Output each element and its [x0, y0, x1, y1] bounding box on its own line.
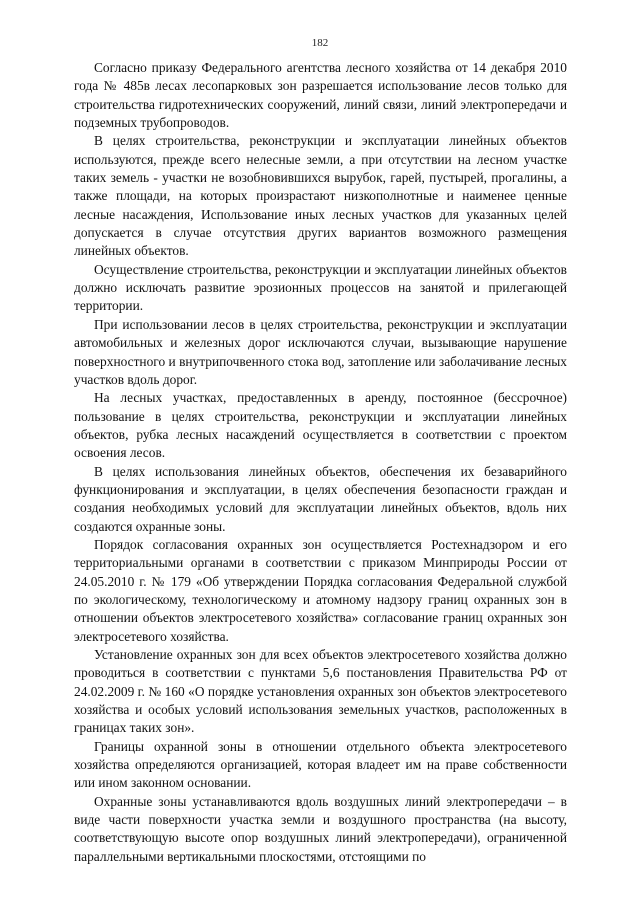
paragraph: Установление охранных зон для всех объектов электросетевого хозяйства должно проводиться в соответствии с пунктами 5,6 постановления Правительства РФ от 24.02.2009 г. № 160 «О порядке установления охранных зон объектов электросетевого хозяйства и особых условий использования земельных участков, расположенных в границах таких зон». [74, 647, 567, 736]
body-text [74, 59, 567, 866]
paragraph: Согласно приказу Федерального агентства лесного хозяйства от 14 декабря 2010 года № 485в лесах лесопарковых зон разрешается использование лесов только для строительства гидротехнических сооружений, линий связи, линий электропередачи и подземных трубопроводов. [74, 60, 567, 131]
paragraph: В целях строительства, реконструкции и эксплуатации линейных объектов используются, прежде всего нелесные земли, а при отсутствии на лесном участке таких земель - участки не возобновившихся вырубок, гарей, пустырей, прогалины, а также площади, на которых произрастают низкополнотные и наименее ценные лесные насаждения, Использование иных лесных участков для указанных целей допускается в случае отсутствия других вариантов возможного размещения линейных объектов. [74, 133, 567, 259]
paragraph: При использовании лесов в целях строительства, реконструкции и эксплуатации автомобильных и железных дорог исключаются случаи, вызывающие нарушение поверхностного и внутрипочвенного стока вод, затопление или заболачивание лесных участков вдоль дорог. [74, 316, 567, 387]
paragraph: Охранные зоны устанавливаются вдоль воздушных линий электропередачи – в виде части поверхности участка земли и воздушного пространства (на высоту, соответствующую высоте опор воздушных линий электропередачи), ограниченной параллельными вертикальными плоскостями, отстоящими по [74, 793, 567, 864]
paragraph: Порядок согласования охранных зон осуществляется Ростехнадзором и его территориальными органами в соответствии с приказом Минприроды России от 24.05.2010 г. № 179 «Об утверждении Порядка согласования Федеральной службой по экологическому, технологическому и атомному надзору границ охранных зон в отношении объектов электросетевого хозяйства» согласование границ охранных зон электросетевого хозяйства. [74, 536, 567, 644]
paragraph: Осуществление строительства, реконструкции и эксплуатации линейных объектов должно исключать развитие эрозионных процессов на занятой и прилегающей территории. [74, 261, 567, 314]
paragraph: На лесных участках, предоставленных в аренду, постоянное (бессрочное) пользование в целях строительства, реконструкции и эксплуатации линейных объектов, рубка лесных насаждений осуществляется в соответствии с проектом освоения лесов. [74, 390, 567, 461]
paragraph: В целях использования линейных объектов, обеспечения их безаварийного функционирования и эксплуатации, в целях обеспечения безопасности граждан и создания необходимых условий для эксплуатации линейных объектов, вдоль них создаются охранные зоны. [74, 463, 567, 534]
page-number: 182 [311, 37, 329, 49]
paragraph: Границы охранной зоны в отношении отдельного объекта электросетевого хозяйства определяются организацией, которая владеет им на праве собственности или ином законном основании. [74, 738, 567, 791]
